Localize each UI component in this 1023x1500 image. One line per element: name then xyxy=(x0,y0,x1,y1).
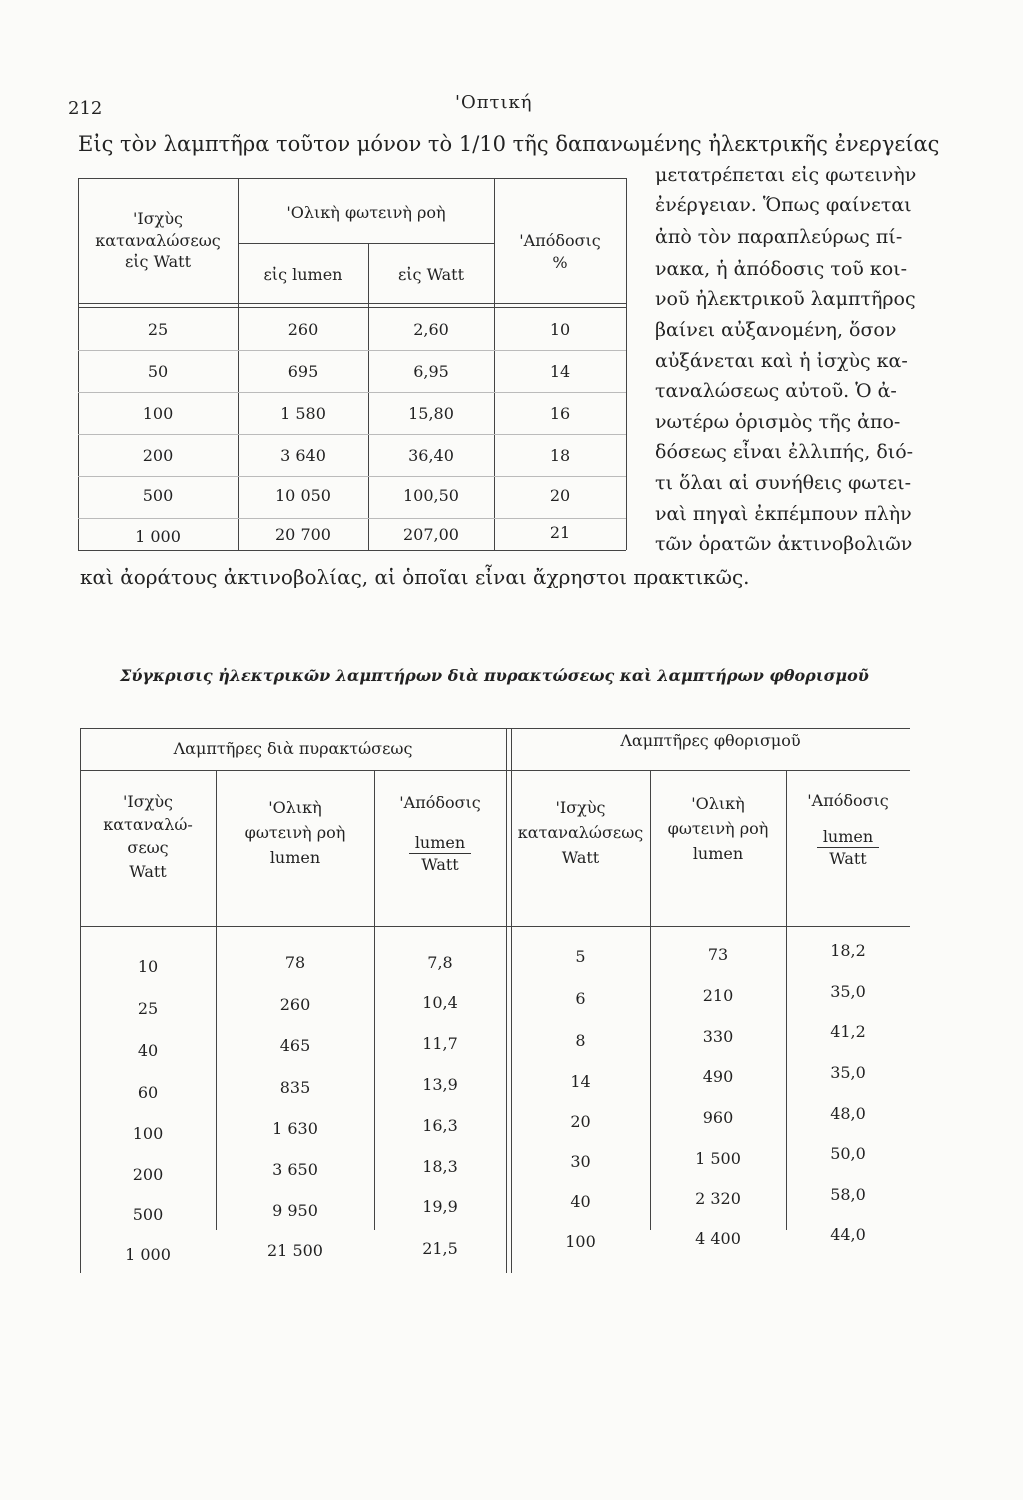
cell-lumen: 20 700 xyxy=(275,525,331,544)
header-line: 'Ισχὺς xyxy=(132,209,184,228)
cell-efficiency: 18,3 xyxy=(422,1157,458,1176)
subheader-divider xyxy=(238,243,494,244)
cell-flux: 330 xyxy=(702,1027,734,1046)
table-border-bottom xyxy=(78,550,626,551)
header-line: 'Ισχὺς xyxy=(122,792,174,811)
page-number: 212 xyxy=(68,98,103,119)
cell-flux: 260 xyxy=(279,995,311,1014)
table-border-top xyxy=(80,728,910,729)
cell-power: 500 xyxy=(142,486,174,505)
fraction-numerator: lumen xyxy=(817,826,879,849)
cell-watt: 207,00 xyxy=(403,525,459,544)
paragraph-first-line: Εἰς τὸν λαμπτῆρα τοῦτον μόνον τὸ 1/10 τῆς δαπανωμένης ἠλεκτρικῆς ἐνεργείας xyxy=(78,132,940,156)
column-header-power xyxy=(511,796,650,870)
header-line: 'Απόδοσις xyxy=(519,231,601,250)
header-line: 'Ολικὴ xyxy=(691,794,745,813)
row-divider xyxy=(78,434,626,435)
paragraph-line: δόσεως εἶναι ἐλλιπής, διό- xyxy=(655,441,914,463)
cell-power: 100 xyxy=(565,1232,596,1251)
paragraph-line: ἐνέργειαν. Ὅπως φαίνεται xyxy=(655,194,912,216)
cell-power: 100 xyxy=(142,404,174,423)
cell-efficiency: 14 xyxy=(549,362,571,381)
cell-lumen: 10 050 xyxy=(275,486,331,505)
cell-power: 1 000 xyxy=(135,527,181,546)
cell-efficiency: 16,3 xyxy=(422,1116,458,1135)
paragraph-line: νακα, ἡ ἀπόδοσις τοῦ κοι- xyxy=(655,258,908,280)
fraction-numerator: lumen xyxy=(409,832,471,855)
header-line: 'Απόδοσις xyxy=(807,791,889,810)
cell-power: 25 xyxy=(147,320,169,339)
header-line: καταναλώσεως xyxy=(517,822,644,842)
table-border-top xyxy=(78,178,626,179)
paragraph-line: νωτέρω ὁρισμὸς τῆς ἀπο- xyxy=(655,411,901,433)
header-line: καταναλώ- xyxy=(103,815,193,835)
header-line: σεως xyxy=(127,838,169,858)
cell-efficiency: 20 xyxy=(549,486,571,505)
cell-efficiency: 19,9 xyxy=(422,1197,458,1216)
cell-flux: 210 xyxy=(702,986,734,1005)
cell-power: 100 xyxy=(132,1124,164,1143)
row-divider xyxy=(78,518,626,519)
cell-power: 500 xyxy=(132,1205,164,1224)
header-line: Watt xyxy=(561,847,600,867)
paragraph-line: αὐξάνεται καὶ ἡ ἰσχὺς κα- xyxy=(655,350,908,372)
row-divider xyxy=(78,392,626,393)
cell-flux: 73 xyxy=(707,945,729,964)
cell-power: 200 xyxy=(132,1165,164,1184)
group-header-incandescent: Λαμπτῆρες διὰ πυρακτώσεως xyxy=(173,739,413,758)
cell-efficiency: 13,9 xyxy=(422,1075,458,1094)
header-line: καταναλώσεως xyxy=(95,230,221,250)
header-line: 'Ισχὺς xyxy=(555,798,606,817)
paragraph-line: νοῦ ἠλεκτρικοῦ λαμπτῆρος xyxy=(655,288,916,310)
row-divider xyxy=(78,476,626,477)
cell-efficiency: 58,0 xyxy=(830,1185,866,1204)
cell-flux: 21 500 xyxy=(267,1241,323,1260)
header-line: φωτεινὴ ροὴ xyxy=(244,822,346,842)
paragraph-line: μετατρέπεται εἰς φωτεινὴν xyxy=(655,164,917,186)
cell-power: 14 xyxy=(570,1072,591,1091)
table-border-right xyxy=(626,178,627,550)
cell-efficiency: 16 xyxy=(549,404,571,423)
column-header-watt: εἰς Watt xyxy=(397,265,465,284)
cell-power: 1 000 xyxy=(125,1245,171,1264)
cell-efficiency: 7,8 xyxy=(427,953,453,972)
fraction xyxy=(817,826,879,870)
cell-efficiency: 18 xyxy=(549,446,571,465)
header-line: Watt xyxy=(129,861,167,881)
cell-efficiency: 48,0 xyxy=(830,1104,866,1123)
cell-efficiency: 18,2 xyxy=(830,941,866,960)
fraction-denominator: Watt xyxy=(421,855,459,875)
column-header-flux xyxy=(216,796,374,870)
cell-flux: 490 xyxy=(702,1067,734,1086)
cell-lumen: 695 xyxy=(287,362,319,381)
cell-flux: 960 xyxy=(702,1108,734,1127)
table-title: Σύγκρισις ἠλεκτρικῶν λαμπτήρων διὰ πυρακτώσεως καὶ λαμπτήρων φθορισμοῦ xyxy=(120,666,869,685)
cell-efficiency: 41,2 xyxy=(830,1022,866,1041)
paragraph-line: τι ὅλαι αἱ συνήθεις φωτει- xyxy=(655,472,912,494)
cell-flux: 4 400 xyxy=(695,1229,741,1248)
cell-watt: 36,40 xyxy=(408,446,454,465)
paragraph-line: βαίνει αὐξανομένη, ὅσον xyxy=(655,319,897,341)
group-header-fluorescent: Λαμπτῆρες φθορισμοῦ xyxy=(620,731,801,750)
cell-flux: 465 xyxy=(279,1036,311,1055)
column-header-efficiency xyxy=(374,792,506,876)
cell-flux: 9 950 xyxy=(272,1201,318,1220)
cell-power: 5 xyxy=(575,947,586,966)
column-header-efficiency xyxy=(786,790,910,870)
group-divider xyxy=(506,728,507,1273)
cell-watt: 100,50 xyxy=(403,486,459,505)
lamp-efficiency-table xyxy=(78,178,626,550)
header-line: φωτεινὴ ροὴ xyxy=(667,818,769,838)
cell-efficiency: 10,4 xyxy=(422,993,458,1012)
header-divider xyxy=(78,307,626,308)
paragraph-line: ταναλώσεως αὐτοῦ. Ὁ ἀ- xyxy=(655,380,897,402)
lamp-comparison-table xyxy=(80,728,910,1273)
cell-efficiency: 10 xyxy=(549,320,571,339)
cell-efficiency: 11,7 xyxy=(422,1034,458,1053)
cell-flux: 3 650 xyxy=(272,1160,318,1179)
cell-power: 6 xyxy=(575,989,586,1008)
cell-lumen: 260 xyxy=(287,320,319,339)
header-line: εἰς Watt xyxy=(124,252,192,272)
header-line: lumen xyxy=(692,843,744,863)
paragraph-last-line: καὶ ἀοράτους ἀκτινοβολίας, αἱ ὁποῖαι εἶναι ἄχρηστοι πρακτικῶς. xyxy=(80,565,750,589)
cell-flux: 2 320 xyxy=(695,1189,741,1208)
header-line: 'Απόδοσις xyxy=(399,793,481,812)
cell-efficiency: 21 xyxy=(549,523,571,542)
paragraph-line: ἀπὸ τὸν παραπλεύρως πί- xyxy=(655,226,903,248)
cell-watt: 15,80 xyxy=(408,404,454,423)
header-line: % xyxy=(552,252,568,272)
column-header-efficiency xyxy=(494,230,626,273)
cell-lumen: 1 580 xyxy=(280,404,326,423)
paragraph-line: ναὶ πηγαὶ ἐκπέμπουν πλὴν xyxy=(655,503,912,525)
cell-efficiency: 44,0 xyxy=(830,1225,866,1244)
cell-power: 40 xyxy=(137,1041,159,1060)
fraction-denominator: Watt xyxy=(829,849,867,869)
cell-efficiency: 35,0 xyxy=(830,1063,866,1082)
header-line: lumen xyxy=(269,847,321,867)
running-title: 'Οπτική xyxy=(455,92,533,113)
cell-power: 50 xyxy=(147,362,169,381)
cell-efficiency: 21,5 xyxy=(422,1239,458,1258)
cell-flux: 1 500 xyxy=(695,1149,741,1168)
cell-watt: 6,95 xyxy=(413,362,449,381)
cell-lumen: 3 640 xyxy=(280,446,326,465)
cell-watt: 2,60 xyxy=(413,320,449,339)
column-header-power xyxy=(78,208,238,273)
cell-flux: 78 xyxy=(284,953,306,972)
cell-power: 40 xyxy=(570,1192,591,1211)
cell-flux: 835 xyxy=(279,1078,311,1097)
fraction xyxy=(409,832,471,876)
column-header-flux xyxy=(650,792,786,866)
cell-power: 25 xyxy=(137,999,159,1018)
column-header-lumen: εἰς lumen xyxy=(263,265,343,284)
row-divider xyxy=(78,350,626,351)
cell-efficiency: 35,0 xyxy=(830,982,866,1001)
column-header-power xyxy=(80,790,216,883)
header-divider xyxy=(80,926,910,927)
paragraph-line: τῶν ὁρατῶν ἀκτινοβολιῶν xyxy=(655,533,913,555)
cell-power: 20 xyxy=(570,1112,591,1131)
cell-power: 8 xyxy=(575,1031,586,1050)
cell-power: 10 xyxy=(137,957,159,976)
cell-power: 200 xyxy=(142,446,174,465)
cell-power: 30 xyxy=(570,1152,591,1171)
header-line: 'Ολικὴ xyxy=(268,798,322,817)
cell-power: 60 xyxy=(137,1083,159,1102)
cell-flux: 1 630 xyxy=(272,1119,318,1138)
column-header-flux: 'Ολικὴ φωτεινὴ ροὴ xyxy=(286,203,446,222)
cell-efficiency: 50,0 xyxy=(830,1144,866,1163)
header-divider xyxy=(78,303,626,304)
